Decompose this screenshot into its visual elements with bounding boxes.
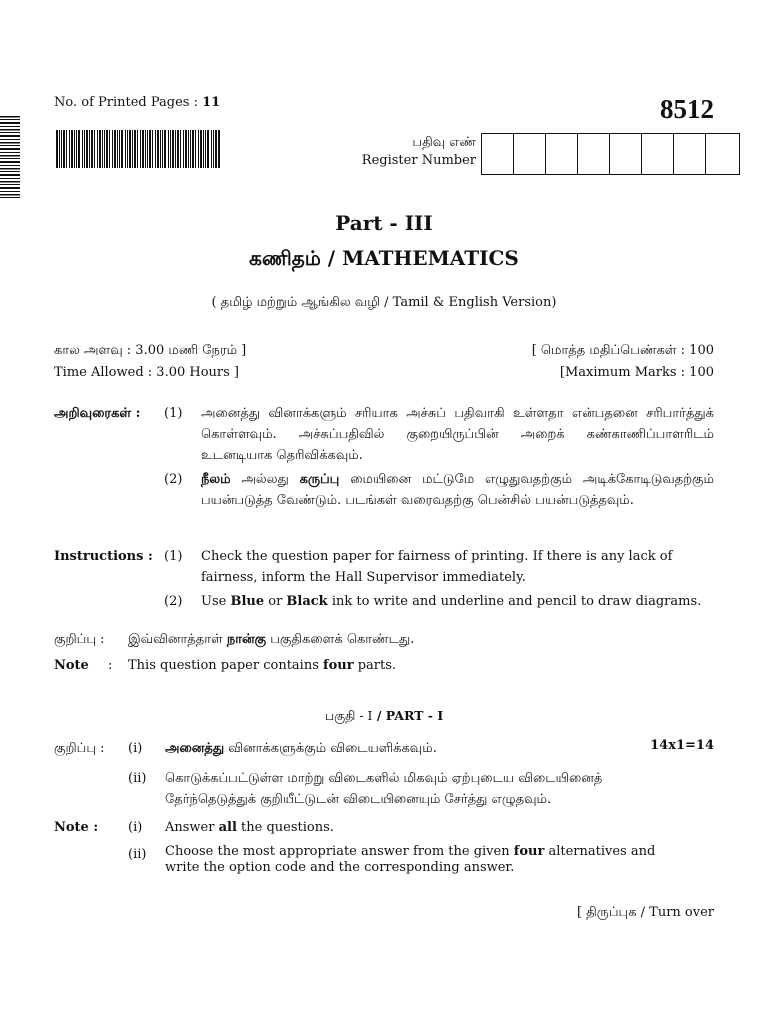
note-ta-label: குறிப்பு :: [54, 632, 105, 647]
black-ink-en: Black: [286, 594, 328, 609]
note-en-colon: :: [108, 658, 113, 673]
section-note-en-i-num: (i): [128, 820, 143, 835]
note-en-label: [54, 655, 89, 676]
instructions-en-item1-num: (1): [164, 549, 183, 564]
instructions-en-item1: Check the question paper for fairness of printing. If there is any lack of fairness, inform the Hall Supervisor immediately.: [201, 549, 673, 585]
text-segment: the questions.: [236, 820, 334, 835]
instructions-ta-item2: [201, 469, 714, 511]
time-allowed-ta: கால அளவு : 3.00 மணி நேரம் ]: [54, 343, 247, 358]
text-segment: இவ்வினாத்தாள்: [128, 632, 227, 647]
note-ta: [128, 629, 414, 650]
section-heading-en: / PART - I: [372, 708, 444, 723]
note-en: [128, 655, 396, 676]
meta-row-ta: [54, 343, 714, 359]
max-marks-ta: [ மொத்த மதிப்பெண்கள் : 100: [531, 343, 714, 358]
section-note-ta-i: [165, 738, 605, 759]
text-segment: பகுதிகளைக் கொண்டது.: [266, 632, 415, 647]
register-label-en: Register Number: [361, 153, 476, 168]
instructions-ta-item2-num: (2): [164, 472, 183, 487]
side-barcode-icon: [0, 116, 20, 200]
register-digit-cell[interactable]: [514, 134, 546, 174]
text-segment: Choose the most appropriate answer from the given: [165, 844, 514, 859]
register-digit-cell[interactable]: [482, 134, 514, 174]
instructions-en-label: [54, 546, 153, 567]
section-heading: [0, 708, 768, 725]
subject-title: கணிதம் / MATHEMATICS: [249, 246, 519, 270]
section-heading-ta: பகுதி - I: [324, 708, 373, 723]
text-segment: அல்லது: [230, 472, 300, 487]
turn-over: [ திருப்புக / Turn over: [576, 905, 714, 920]
section-note-en-ii-num: (ii): [128, 847, 147, 862]
barcode-icon: [56, 130, 220, 168]
register-label-ta: பதிவு எண்: [412, 135, 476, 150]
meta-row-en: [54, 365, 714, 380]
printed-pages: [54, 95, 220, 110]
section-note-en-i: [165, 817, 685, 838]
instructions-en-item2: [201, 591, 714, 612]
register-digit-cell[interactable]: [674, 134, 706, 174]
part-title: Part - III: [335, 211, 433, 235]
black-ink-ta: கருப்பு: [299, 472, 340, 487]
all-questions-ta: அனைத்து: [165, 741, 225, 756]
instructions-en-item2-num: (2): [164, 594, 183, 609]
text-segment: ink to write and underline and pencil to draw diagrams.: [327, 594, 702, 609]
section-note-en-label-text: Note :: [54, 820, 99, 835]
blue-ink-en: Blue: [230, 594, 265, 609]
text-segment: or: [264, 594, 287, 609]
register-digit-cell[interactable]: [642, 134, 674, 174]
four-word: four: [513, 844, 545, 859]
section-note-en-label: [54, 817, 98, 838]
section-note-en-ii: [165, 844, 685, 876]
register-digit-cell[interactable]: [706, 134, 739, 174]
blue-ink-ta: நீலம்: [201, 472, 231, 487]
printed-pages-value: 11: [202, 95, 221, 110]
register-digit-cell[interactable]: [610, 134, 642, 174]
text-segment: Answer: [165, 820, 219, 835]
text-segment: Use: [201, 594, 231, 609]
instructions-ta-item1-num: (1): [164, 406, 183, 421]
note-en-label-text: Note: [54, 658, 89, 673]
section-note-ta-i-num: (i): [128, 741, 143, 756]
four-parts-en: four: [323, 658, 354, 673]
section-note-ta-ii-num: (ii): [128, 771, 147, 786]
text-segment: வினாக்களுக்கும் விடையளிக்கவும்.: [224, 741, 437, 756]
all-word: all: [218, 820, 237, 835]
paper-code: 8512: [660, 94, 714, 124]
text-segment: alternatives and write the option code and the corresponding answer.: [165, 844, 656, 875]
max-marks-en: [Maximum Marks : 100: [559, 365, 714, 380]
section-note-ta-label: குறிப்பு :: [54, 741, 105, 756]
instructions-en-label-text: Instructions :: [54, 549, 153, 564]
instructions-ta-label: [54, 403, 140, 424]
text-segment: This question paper contains: [128, 658, 323, 673]
version-line: ( தமிழ் மற்றும் ஆங்கில வழி / Tamil & English Version): [211, 295, 557, 310]
register-labels: [300, 134, 476, 170]
text-segment: parts.: [353, 658, 397, 673]
time-allowed-en: Time Allowed : 3.00 Hours ]: [54, 365, 240, 380]
register-number-box[interactable]: [481, 133, 740, 175]
text-segment: மையினை மட்டுமே எழுதுவதற்கும் அடிக்கோடிடுவதற்கும் பயன்படுத்த வேண்டும். படங்கள் வரைவதற்கு பென்சில் பயன்படுத்தவும்.: [201, 472, 714, 508]
printed-pages-label: No. of Printed Pages :: [54, 95, 203, 110]
section-marks: 14x1=14: [650, 738, 714, 753]
section-note-ta-ii: கொடுக்கப்பட்டுள்ள மாற்று விடைகளில் மிகவும் ஏற்புடைய விடையினைத் தேர்ந்தெடுத்துக் குறியீட்டுடன் விடையினையும் சேர்த்து எழுதவும்.: [165, 771, 603, 807]
register-digit-cell[interactable]: [578, 134, 610, 174]
four-parts-ta: நான்கு: [226, 632, 267, 647]
register-digit-cell[interactable]: [546, 134, 578, 174]
instructions-ta-item1: அனைத்து வினாக்களும் சரியாக அச்சுப் பதிவாகி உள்ளதா என்பதனை சரிபார்த்துக் கொள்ளவும். அச்சுப்பதிவில் குறையிருப்பின் அறைக் கண்காணிப்பாளரிடம் உடனடியாக தெரிவிக்கவும்.: [201, 406, 714, 463]
instructions-ta-label-text: அறிவுரைகள் :: [54, 406, 141, 421]
